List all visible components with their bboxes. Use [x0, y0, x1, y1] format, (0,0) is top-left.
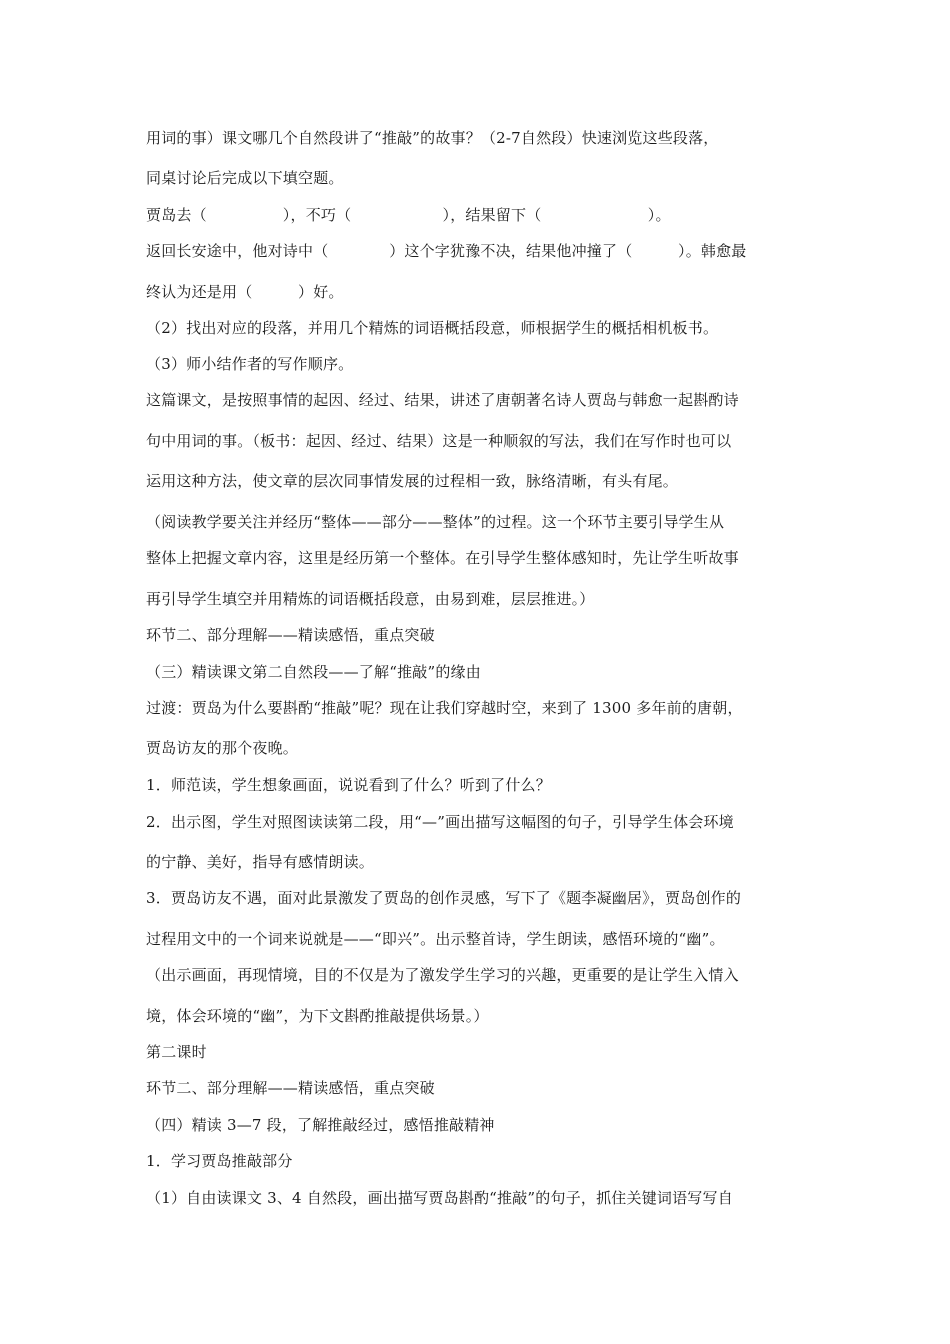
section-heading: 环节二、部分理解——精读感悟，重点突破 [146, 1079, 435, 1097]
text-line: 的宁静、美好，指导有感情朗读。 [146, 853, 375, 871]
text-line: 用词的事）课文哪几个自然段讲了“推敲”的故事？（2-7自然段）快速浏览这些段落， [146, 129, 719, 147]
text-line: 1．学习贾岛推敲部分 [146, 1152, 293, 1170]
text-line: 1．师范读，学生想象画面，说说看到了什么？听到了什么？ [146, 776, 551, 794]
text-line: 2．出示图，学生对照图读读第二段，用“—”画出描写这幅图的句子，引导学生体会环境 [146, 813, 734, 831]
section-heading: 环节二、部分理解——精读感悟，重点突破 [146, 626, 435, 644]
text-line: 3．贾岛访友不遇，面对此景激发了贾岛的创作灵感，写下了《题李凝幽居》，贾岛创作的 [146, 889, 742, 907]
text-line: 这篇课文，是按照事情的起因、经过、结果，讲述了唐朝著名诗人贾岛与韩愈一起斟酌诗 [146, 391, 739, 409]
text-line: （2）找出对应的段落，并用几个精炼的词语概括段意，师根据学生的概括相机板书。 [146, 319, 719, 337]
text-line: 贾岛去（ ），不巧（ ），结果留下（ ）。 [146, 206, 671, 224]
text-line: 贾岛访友的那个夜晚。 [146, 739, 299, 757]
lesson-heading: 第二课时 [146, 1043, 207, 1061]
text-line: （阅读教学要关注并经历“整体——部分——整体”的过程。这一个环节主要引导学生从 [146, 513, 725, 531]
subsection-heading: （四）精读 3—7 段，了解推敲经过，感悟推敲精神 [146, 1116, 495, 1134]
text-line: （3）师小结作者的写作顺序。 [146, 355, 354, 373]
text-line: 过程用文中的一个词来说就是——“即兴”。出示整首诗，学生朗读，感悟环境的“幽”。 [146, 930, 725, 948]
text-line: 境，体会环境的“幽”，为下文斟酌推敲提供场景。） [146, 1007, 489, 1025]
text-line: （1）自由读课文 3、4 自然段，画出描写贾岛斟酌“推敲”的句子，抓住关键词语写写自 [146, 1189, 733, 1207]
text-line: 运用这种方法，使文章的层次同事情发展的过程相一致，脉络清晰，有头有尾。 [146, 472, 679, 490]
text-line: 返回长安途中，他对诗中（ ）这个字犹豫不决，结果他冲撞了（ ）。韩愈最 [146, 242, 747, 260]
text-line: 过渡：贾岛为什么要斟酌“推敲”呢？现在让我们穿越时空，来到了 1300 多年前的唐朝， [146, 699, 743, 717]
text-line: 终认为还是用（ ）好。 [146, 283, 344, 301]
text-line: 整体上把握文章内容，这里是经历第一个整体。在引导学生整体感知时，先让学生听故事 [146, 549, 739, 567]
text-line: 句中用词的事。（板书：起因、经过、结果）这是一种顺叙的写法，我们在写作时也可以 [146, 432, 732, 450]
text-line: 同桌讨论后完成以下填空题。 [146, 169, 344, 187]
text-line: 再引导学生填空并用精炼的词语概括段意，由易到难，层层推进。） [146, 590, 595, 608]
subsection-heading: （三）精读课文第二自然段——了解“推敲”的缘由 [146, 663, 481, 681]
text-line: （出示画面，再现情境，目的不仅是为了激发学生学习的兴趣，更重要的是让学生入情入 [146, 966, 739, 984]
